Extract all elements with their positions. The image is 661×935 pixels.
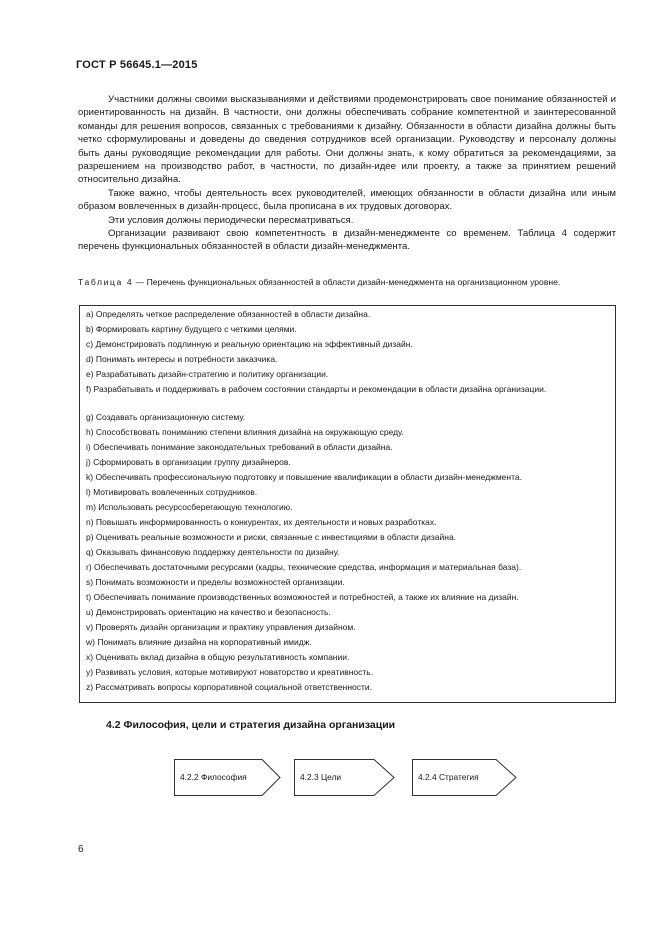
table-row: e) Разрабатывать дизайн-стратегию и политику организации. xyxy=(86,369,329,379)
table-row: l) Мотивировать вовлеченных сотрудников. xyxy=(86,487,258,497)
table-row: c) Демонстрировать подлинную и реальную ориентацию на эффективный дизайн. xyxy=(86,339,413,349)
table-row: s) Понимать возможности и пределы возможностей организации. xyxy=(86,577,345,587)
table-caption xyxy=(78,276,616,288)
section-heading: 4.2 Философия, цели и стратегия дизайна организации xyxy=(106,719,396,731)
table-caption-label: Таблица 4 xyxy=(78,277,134,287)
flow-step-label: 4.2.3 Цели xyxy=(300,772,342,782)
document-code: ГОСТ Р 56645.1—2015 xyxy=(76,59,198,71)
flow-step-label: 4.2.2 Философия xyxy=(180,772,247,782)
table-row: v) Проверять дизайн организации и практику управления дизайном. xyxy=(86,622,356,632)
paragraph: Также важно, чтобы деятельность всех руководителей, имеющих обязанности в области дизайна или иным образом вовлеченных в дизайн-процесс, была прописана в их трудовых договорах. xyxy=(78,187,616,213)
table-caption-text: — Перечень функциональных обязанностей в области дизайн-менеджмента на организационном уровне. xyxy=(133,277,561,287)
table-row: q) Оказывать финансовую поддержку деятельности по дизайну. xyxy=(86,547,340,557)
table-row: u) Демонстрировать ориентацию на качество и безопасность. xyxy=(86,607,331,617)
table-row: p) Оценивать реальные возможности и риски, связанные с инвестициями в области дизайна. xyxy=(86,532,457,542)
table-row: h) Способствовать пониманию степени влияния дизайна на окружающую среду. xyxy=(86,427,404,437)
duties-table xyxy=(79,305,616,703)
page-number: 6 xyxy=(78,844,84,855)
table-row: a) Определять четкое распределение обязанностей в области дизайна. xyxy=(86,309,371,319)
table-row: m) Использовать ресурсосберегающую технологию. xyxy=(86,502,293,512)
paragraph: Организации развивают свою компетентность в дизайн-менеджменте со временем. Таблица 4 содержит перечень функциональных обязанностей в области дизайн-менеджмента. xyxy=(78,228,616,253)
table-row: w) Понимать влияние дизайна на корпоративный имидж. xyxy=(86,637,312,647)
table-row: d) Понимать интересы и потребности заказчика. xyxy=(86,354,278,364)
table-row: j) Сформировать в организации группу дизайнеров. xyxy=(86,457,291,467)
paragraph: Участники должны своими высказываниями и действиями продемонстрировать свое понимание обязанностей и ориентированность на дизайн. В частности, они должны обеспечивать собрание компетентной и заинтересованной команды для решения вопросов, связанных с требованиями к дизайну. Обязанности в области дизайна должны быть четко сформулированы и доведены до сведения сотрудников всей организации. Руководству и персоналу должны быть даны руководящие рекомендации для работы. Они должны знать, к кому обратиться за рекомендациями, за разрешением на производство работ, в частности, по дизайн-идее или проекту, а также за принятием решений относительно дизайна. xyxy=(78,94,616,186)
paragraph: Эти условия должны периодически пересматриваться. xyxy=(108,214,354,226)
flow-step-label: 4.2.4 Стратегия xyxy=(418,772,479,782)
table-row: y) Развивать условия, которые мотивируют новаторство и креативность. xyxy=(86,667,374,677)
body-text xyxy=(78,93,616,254)
table-row: z) Рассматривать вопросы корпоративной социальной ответственности. xyxy=(86,682,373,692)
table-row: k) Обеспечивать профессиональную подготовку и повышение квалификации в области дизайн-менеджмента. xyxy=(86,472,522,482)
table-row: b) Формировать картину будущего с четкими целями. xyxy=(86,324,297,334)
table-row: x) Оценивать вклад дизайна в общую результативность компании. xyxy=(86,652,350,662)
table-row: g) Создавать организационную систему. xyxy=(86,412,246,422)
table-row: f) Разрабатывать и поддерживать в рабочем состоянии стандарты и рекомендации в области дизайна организации. xyxy=(86,384,547,394)
table-row: r) Обеспечивать достаточными ресурсами (кадры, технические средства, информация и материальная база). xyxy=(86,562,522,572)
table-row: n) Повышать информированность о конкурентах, их деятельности и новых разработках. xyxy=(86,517,437,527)
table-row: t) Обеспечивать понимание производственных возможностей и потребностей, а также их влияние на дизайн. xyxy=(86,592,519,602)
table-row: i) Обеспечивать понимание законодательных требований в области дизайна. xyxy=(86,442,393,452)
